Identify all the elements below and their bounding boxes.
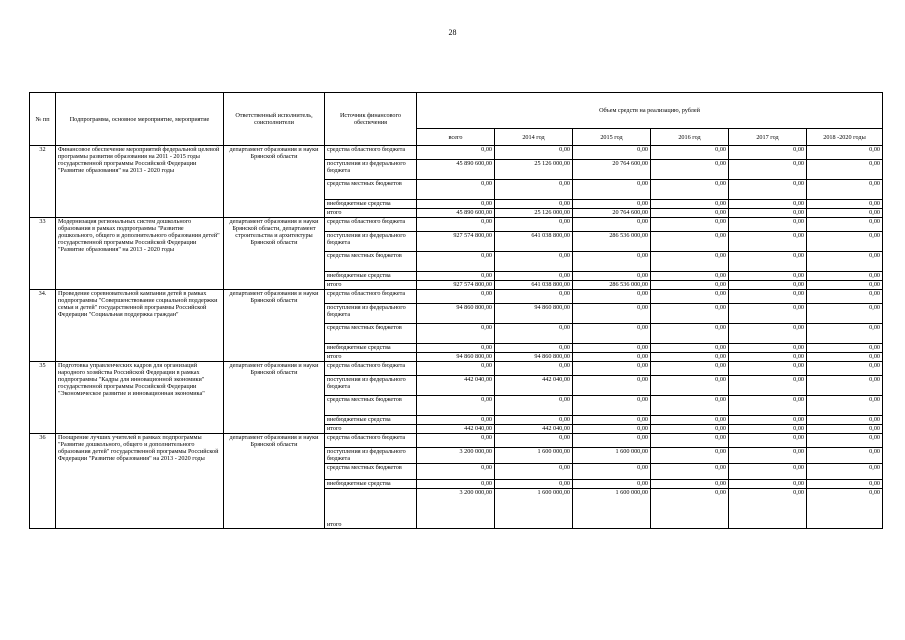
amount-cell: 442 040,00 [417, 376, 495, 396]
amount-cell: 0,00 [417, 324, 495, 344]
amount-cell: 0,00 [573, 344, 651, 353]
amount-cell: 0,00 [417, 180, 495, 200]
amount-cell: 0,00 [651, 480, 729, 489]
header-year-2016: 2016 год [651, 129, 729, 146]
amount-cell: 0,00 [729, 209, 807, 218]
amount-cell: 0,00 [495, 290, 573, 304]
amount-cell: 0,00 [729, 272, 807, 281]
funding-source: внебюджетные средства [325, 200, 417, 209]
amount-cell: 0,00 [573, 434, 651, 448]
amount-cell: 0,00 [729, 416, 807, 425]
amount-cell: 0,00 [417, 434, 495, 448]
amount-cell: 0,00 [495, 200, 573, 209]
table-row [30, 434, 883, 448]
amount-cell: 0,00 [495, 324, 573, 344]
amount-cell: 0,00 [651, 376, 729, 396]
amount-cell: 0,00 [573, 425, 651, 434]
amount-cell: 0,00 [417, 272, 495, 281]
amount-cell: 0,00 [807, 353, 883, 362]
table-row [30, 362, 883, 376]
amount-cell: 0,00 [495, 480, 573, 489]
amount-cell: 442 040,00 [495, 425, 573, 434]
amount-cell: 0,00 [651, 252, 729, 272]
funding-source: средства местных бюджетов [325, 180, 417, 200]
amount-cell: 0,00 [417, 290, 495, 304]
funding-source: средства местных бюджетов [325, 464, 417, 480]
header-executor: Ответственный исполнитель, соисполнители [224, 93, 325, 146]
amount-cell: 3 200 000,00 [417, 448, 495, 464]
amount-cell: 0,00 [651, 232, 729, 252]
amount-cell: 45 890 600,00 [417, 209, 495, 218]
amount-cell: 0,00 [729, 448, 807, 464]
amount-cell: 0,00 [729, 160, 807, 180]
amount-cell: 0,00 [495, 272, 573, 281]
funding-source: итого [325, 425, 417, 434]
amount-cell: 0,00 [807, 362, 883, 376]
item-number: 34. [30, 290, 56, 362]
amount-cell: 0,00 [807, 232, 883, 252]
amount-cell: 0,00 [651, 160, 729, 180]
amount-cell: 0,00 [729, 180, 807, 200]
amount-cell: 0,00 [495, 344, 573, 353]
amount-cell: 0,00 [417, 362, 495, 376]
amount-cell: 0,00 [573, 272, 651, 281]
amount-cell: 0,00 [651, 290, 729, 304]
header-year-2018-2020: 2018 -2020 годы [807, 129, 883, 146]
amount-cell: 0,00 [807, 290, 883, 304]
funding-source: итого [325, 281, 417, 290]
amount-cell: 0,00 [807, 344, 883, 353]
amount-cell: 0,00 [729, 324, 807, 344]
amount-cell: 1 600 000,00 [573, 448, 651, 464]
amount-cell: 0,00 [807, 218, 883, 232]
funding-source: средства местных бюджетов [325, 252, 417, 272]
amount-cell: 94 860 800,00 [495, 304, 573, 324]
amount-cell: 0,00 [573, 353, 651, 362]
amount-cell: 0,00 [729, 281, 807, 290]
amount-cell: 0,00 [807, 489, 883, 529]
amount-cell: 0,00 [729, 376, 807, 396]
amount-cell: 442 040,00 [495, 376, 573, 396]
amount-cell: 0,00 [495, 464, 573, 480]
amount-cell: 641 038 800,00 [495, 232, 573, 252]
amount-cell: 0,00 [651, 324, 729, 344]
header-source: Источник финансового обеспечения [325, 93, 417, 146]
amount-cell: 0,00 [573, 252, 651, 272]
amount-cell: 0,00 [651, 272, 729, 281]
amount-cell: 0,00 [807, 376, 883, 396]
amount-cell: 927 574 800,00 [417, 281, 495, 290]
amount-cell: 0,00 [729, 489, 807, 529]
funding-source: внебюджетные средства [325, 344, 417, 353]
amount-cell: 0,00 [417, 344, 495, 353]
header-year-total: всего [417, 129, 495, 146]
amount-cell: 0,00 [495, 416, 573, 425]
amount-cell: 927 574 800,00 [417, 232, 495, 252]
amount-cell: 0,00 [807, 304, 883, 324]
amount-cell: 0,00 [651, 396, 729, 416]
funding-source: внебюджетные средства [325, 272, 417, 281]
item-executor: департамент образования и науки Брянской области [224, 434, 325, 529]
amount-cell: 0,00 [807, 324, 883, 344]
amount-cell: 0,00 [495, 362, 573, 376]
amount-cell: 0,00 [729, 353, 807, 362]
amount-cell: 0,00 [651, 489, 729, 529]
amount-cell: 0,00 [807, 416, 883, 425]
funding-source: внебюджетные средства [325, 416, 417, 425]
header-program: Подпрограмма, основное мероприятие, мероприятие [56, 93, 224, 146]
funding-source: поступления из федерального бюджета [325, 160, 417, 180]
amount-cell: 0,00 [573, 200, 651, 209]
amount-cell: 0,00 [573, 376, 651, 396]
amount-cell: 0,00 [807, 480, 883, 489]
item-executor: департамент образования и науки Брянской области [224, 146, 325, 218]
amount-cell: 0,00 [417, 146, 495, 160]
amount-cell: 0,00 [807, 252, 883, 272]
amount-cell: 0,00 [651, 281, 729, 290]
item-number: 35 [30, 362, 56, 434]
funding-source: поступления из федерального бюджета [325, 304, 417, 324]
amount-cell: 0,00 [807, 200, 883, 209]
amount-cell: 0,00 [651, 218, 729, 232]
amount-cell: 20 764 600,00 [573, 160, 651, 180]
amount-cell: 0,00 [495, 252, 573, 272]
amount-cell: 0,00 [807, 160, 883, 180]
amount-cell: 0,00 [729, 434, 807, 448]
funding-source: итого [325, 353, 417, 362]
amount-cell: 0,00 [807, 180, 883, 200]
amount-cell: 286 536 000,00 [573, 232, 651, 252]
table-row [30, 146, 883, 160]
amount-cell: 0,00 [729, 304, 807, 324]
funding-source: поступления из федерального бюджета [325, 448, 417, 464]
header-year-2017: 2017 год [729, 129, 807, 146]
amount-cell: 94 860 800,00 [417, 353, 495, 362]
amount-cell: 0,00 [417, 252, 495, 272]
item-executor: департамент образования и науки Брянской области, департамент строительства и архитектуры Брянской области [224, 218, 325, 290]
amount-cell: 0,00 [651, 362, 729, 376]
funding-source: средства областного бюджета [325, 290, 417, 304]
amount-cell: 1 600 000,00 [495, 489, 573, 529]
amount-cell: 0,00 [573, 464, 651, 480]
amount-cell: 0,00 [729, 425, 807, 434]
header-year-2015: 2015 год [573, 129, 651, 146]
amount-cell: 0,00 [417, 396, 495, 416]
amount-cell: 0,00 [729, 396, 807, 416]
amount-cell: 0,00 [417, 464, 495, 480]
funding-source: поступления из федерального бюджета [325, 376, 417, 396]
amount-cell: 25 126 000,00 [495, 160, 573, 180]
amount-cell: 0,00 [495, 146, 573, 160]
amount-cell: 94 860 800,00 [495, 353, 573, 362]
amount-cell: 0,00 [807, 448, 883, 464]
amount-cell: 0,00 [573, 180, 651, 200]
amount-cell: 0,00 [573, 362, 651, 376]
item-description: Модернизация региональных систем дошкольного образования в рамках подпрограммы "Развитие дошкольного, общего и дополнительного образования детей" государственной программы Российской Федерации "Развитие образования" на 2013 - 2020 годы [56, 218, 224, 290]
amount-cell: 0,00 [495, 180, 573, 200]
amount-cell: 0,00 [807, 146, 883, 160]
header-year-2014: 2014 год [495, 129, 573, 146]
item-description: Проведение соревновательной кампании детей в рамках подпрограммы "Совершенствование социальной поддержки семьи и детей" государственной программы Российской Федерации "Социальная поддержка граждан" [56, 290, 224, 362]
item-executor: департамент образования и науки Брянской области [224, 362, 325, 434]
amount-cell: 0,00 [729, 252, 807, 272]
amount-cell: 1 600 000,00 [495, 448, 573, 464]
item-description: Поощрение лучших учителей в рамках подпрограммы "Развитие дошкольного, общего и дополнительного образования детей" государственной программы Российской Федерации "Развитие образования" на 2013 - 2020 годы [56, 434, 224, 529]
amount-cell: 0,00 [651, 200, 729, 209]
amount-cell: 45 890 600,00 [417, 160, 495, 180]
header-num: № пп [30, 93, 56, 146]
amount-cell: 0,00 [807, 281, 883, 290]
amount-cell: 0,00 [651, 146, 729, 160]
amount-cell: 0,00 [651, 304, 729, 324]
amount-cell: 0,00 [573, 290, 651, 304]
amount-cell: 0,00 [417, 200, 495, 209]
funding-source: итого [325, 209, 417, 218]
amount-cell: 0,00 [651, 434, 729, 448]
funding-source: итого [325, 489, 417, 529]
item-number: 33 [30, 218, 56, 290]
amount-cell: 0,00 [417, 416, 495, 425]
amount-cell: 0,00 [651, 425, 729, 434]
amount-cell: 1 600 000,00 [573, 489, 651, 529]
amount-cell: 0,00 [495, 396, 573, 416]
funding-source: внебюджетные средства [325, 480, 417, 489]
funding-source: средства областного бюджета [325, 362, 417, 376]
amount-cell: 0,00 [651, 344, 729, 353]
amount-cell: 0,00 [651, 209, 729, 218]
amount-cell: 0,00 [417, 480, 495, 489]
amount-cell: 0,00 [651, 448, 729, 464]
amount-cell: 0,00 [651, 180, 729, 200]
amount-cell: 0,00 [807, 464, 883, 480]
item-description: Финансовое обеспечение мероприятий федеральной целевой программы развития образования на 2011 - 2015 годы государственной программы Российской Федерации "Развитие образования" на 2013 - 2020 годы [56, 146, 224, 218]
item-number: 36 [30, 434, 56, 529]
amount-cell: 0,00 [573, 480, 651, 489]
amount-cell: 442 040,00 [417, 425, 495, 434]
amount-cell: 0,00 [729, 344, 807, 353]
amount-cell: 0,00 [807, 209, 883, 218]
table-body [30, 146, 883, 529]
funding-source: средства местных бюджетов [325, 324, 417, 344]
table-row [30, 218, 883, 232]
amount-cell: 0,00 [417, 218, 495, 232]
item-number: 32 [30, 146, 56, 218]
amount-cell: 0,00 [807, 434, 883, 448]
amount-cell: 0,00 [807, 396, 883, 416]
amount-cell: 286 536 000,00 [573, 281, 651, 290]
amount-cell: 0,00 [651, 416, 729, 425]
amount-cell: 0,00 [573, 324, 651, 344]
amount-cell: 0,00 [807, 272, 883, 281]
funding-source: средства областного бюджета [325, 218, 417, 232]
page-number: 28 [448, 28, 457, 37]
amount-cell: 0,00 [573, 304, 651, 324]
amount-cell: 3 200 000,00 [417, 489, 495, 529]
amount-cell: 0,00 [573, 218, 651, 232]
amount-cell: 94 860 800,00 [417, 304, 495, 324]
table-row [30, 290, 883, 304]
amount-cell: 0,00 [573, 416, 651, 425]
amount-cell: 0,00 [729, 200, 807, 209]
amount-cell: 0,00 [807, 425, 883, 434]
item-description: Подготовка управленческих кадров для организаций народного хозяйства Российской Федерации в рамках подпрограммы "Кадры для инновационной экономики" государственной программы Российской Федерации "Экономическое развитие и инновационная экономика" [56, 362, 224, 434]
amount-cell: 0,00 [495, 434, 573, 448]
funding-source: поступления из федерального бюджета [325, 232, 417, 252]
amount-cell: 25 126 000,00 [495, 209, 573, 218]
amount-cell: 0,00 [729, 232, 807, 252]
funding-source: средства областного бюджета [325, 434, 417, 448]
item-executor: департамент образования и науки Брянской области [224, 290, 325, 362]
amount-cell: 0,00 [651, 464, 729, 480]
amount-cell: 0,00 [651, 353, 729, 362]
funding-source: средства местных бюджетов [325, 396, 417, 416]
header-volume: Объем средств на реализацию, рублей [417, 93, 883, 129]
funding-source: средства областного бюджета [325, 146, 417, 160]
amount-cell: 0,00 [729, 362, 807, 376]
amount-cell: 0,00 [729, 480, 807, 489]
amount-cell: 0,00 [729, 290, 807, 304]
budget-table [29, 92, 883, 529]
amount-cell: 0,00 [729, 464, 807, 480]
amount-cell: 20 764 600,00 [573, 209, 651, 218]
amount-cell: 641 038 800,00 [495, 281, 573, 290]
amount-cell: 0,00 [573, 396, 651, 416]
amount-cell: 0,00 [573, 146, 651, 160]
amount-cell: 0,00 [729, 218, 807, 232]
amount-cell: 0,00 [729, 146, 807, 160]
amount-cell: 0,00 [495, 218, 573, 232]
